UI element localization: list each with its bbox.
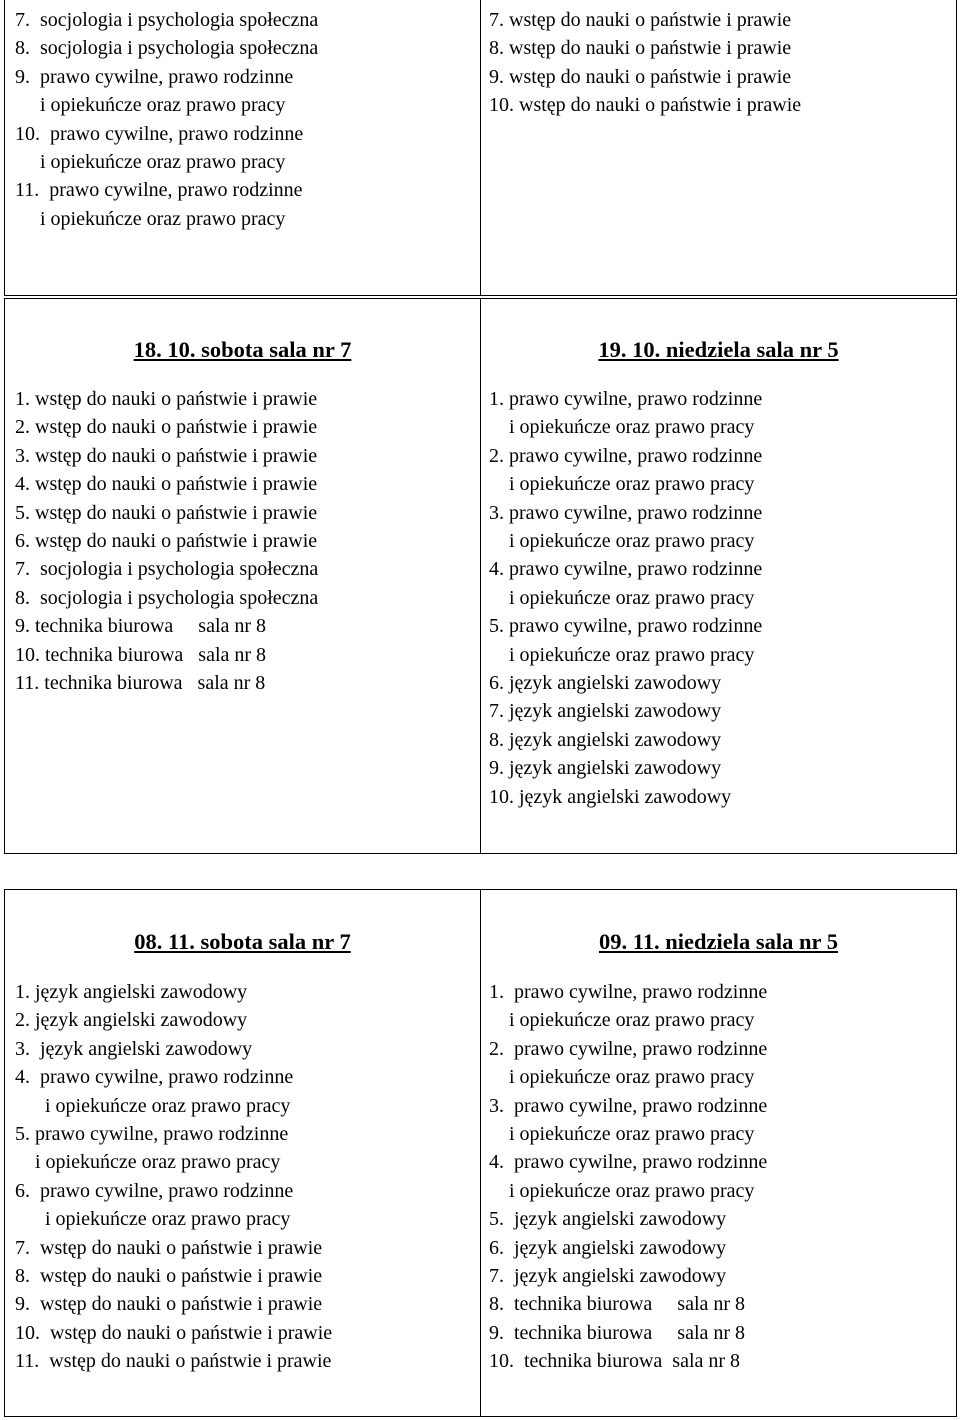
- lesson-line: 11. technika biurowa sala nr 8: [15, 672, 266, 695]
- lesson-line: 8. socjologia i psychologia społeczna: [15, 37, 319, 60]
- lesson-line: 10. prawo cywilne, prawo rodzinne: [15, 122, 304, 145]
- lesson-line: 10. wstęp do nauki o państwie i prawie: [489, 94, 802, 117]
- lesson-line: 9. język angielski zawodowy: [489, 757, 722, 780]
- lesson-line: 7. język angielski zawodowy: [489, 1265, 727, 1288]
- lesson-line: 4. prawo cywilne, prawo rodzinne: [489, 558, 763, 581]
- lesson-list: [481, 978, 956, 1376]
- day-heading: 19. 10. niedziela sala nr 5: [598, 337, 839, 362]
- lesson-line: 4. prawo cywilne, prawo rodzinne: [15, 1066, 294, 1089]
- lesson-list: [5, 6, 480, 233]
- lesson-line: 1. język angielski zawodowy: [15, 981, 248, 1003]
- lesson-line: i opiekuńcze oraz prawo pracy: [489, 1123, 755, 1146]
- lesson-line: i opiekuńcze oraz prawo pracy: [489, 416, 755, 439]
- schedule-row: [5, 890, 957, 1417]
- lesson-line: i opiekuńcze oraz prawo pracy: [15, 1094, 291, 1117]
- lesson-line: 10. wstęp do nauki o państwie i prawie: [15, 1321, 333, 1344]
- lesson-line: 7. socjologia i psychologia społeczna: [15, 558, 319, 581]
- lesson-line: 5. prawo cywilne, prawo rodzinne: [489, 615, 763, 638]
- lesson-line: 9. technika biurowa sala nr 8: [15, 615, 267, 638]
- lesson-line: 7. socjologia i psychologia społeczna: [15, 9, 319, 31]
- lesson-line: 7. wstęp do nauki o państwie i prawie: [15, 1236, 323, 1259]
- lesson-line: 9. wstęp do nauki o państwie i prawie: [489, 65, 792, 88]
- lesson-line: i opiekuńcze oraz prawo pracy: [489, 643, 755, 666]
- lesson-line: i opiekuńcze oraz prawo pracy: [489, 1066, 755, 1089]
- lesson-line: 4. wstęp do nauki o państwie i prawie: [15, 473, 318, 496]
- lesson-line: 3. prawo cywilne, prawo rodzinne: [489, 1094, 768, 1117]
- lesson-line: 8. wstęp do nauki o państwie i prawie: [489, 37, 792, 60]
- lesson-line: i opiekuńcze oraz prawo pracy: [15, 207, 286, 230]
- schedule-table-continued: [4, 0, 957, 296]
- lesson-line: i opiekuńcze oraz prawo pracy: [489, 530, 755, 553]
- schedule-table-week-2: [4, 889, 957, 1417]
- lesson-line: 1. wstęp do nauki o państwie i prawie: [15, 388, 318, 410]
- lesson-line: i opiekuńcze oraz prawo pracy: [15, 1151, 281, 1174]
- lesson-line: i opiekuńcze oraz prawo pracy: [15, 1208, 291, 1231]
- lesson-line: i opiekuńcze oraz prawo pracy: [15, 151, 286, 174]
- day-heading: 09. 11. niedziela sala nr 5: [599, 929, 838, 954]
- lesson-line: i opiekuńcze oraz prawo pracy: [489, 473, 755, 496]
- lesson-list: [5, 978, 480, 1376]
- schedule-cell-right: [481, 0, 957, 296]
- lesson-line: 8. socjologia i psychologia społeczna: [15, 586, 319, 609]
- lesson-line: 3. wstęp do nauki o państwie i prawie: [15, 444, 318, 467]
- lesson-line: i opiekuńcze oraz prawo pracy: [489, 1179, 755, 1202]
- lesson-line: 6. wstęp do nauki o państwie i prawie: [15, 530, 318, 553]
- lesson-line: 8. język angielski zawodowy: [489, 728, 722, 751]
- lesson-line: 3. prawo cywilne, prawo rodzinne: [489, 501, 763, 524]
- lesson-line: 2. język angielski zawodowy: [15, 1009, 248, 1032]
- lesson-line: 5. wstęp do nauki o państwie i prawie: [15, 501, 318, 524]
- lesson-line: 6. język angielski zawodowy: [489, 1236, 727, 1259]
- lesson-line: 2. wstęp do nauki o państwie i prawie: [15, 416, 318, 439]
- lesson-line: 1. prawo cywilne, prawo rodzinne: [489, 388, 763, 410]
- lesson-line: 5. prawo cywilne, prawo rodzinne: [15, 1123, 289, 1146]
- lesson-line: i opiekuńcze oraz prawo pracy: [15, 94, 286, 117]
- schedule-cell-sunday: [481, 299, 957, 854]
- lesson-list: [481, 385, 956, 811]
- lesson-line: 9. technika biurowa sala nr 8: [489, 1321, 746, 1344]
- schedule-row: [5, 0, 957, 296]
- lesson-line: 1. prawo cywilne, prawo rodzinne: [489, 981, 768, 1003]
- lesson-line: 6. język angielski zawodowy: [489, 672, 722, 695]
- schedule-cell-left: [5, 0, 481, 296]
- schedule-table-week-1: [4, 298, 957, 854]
- day-heading: 18. 10. sobota sala nr 7: [133, 337, 352, 362]
- lesson-line: i opiekuńcze oraz prawo pracy: [489, 1009, 755, 1032]
- lesson-line: 7. język angielski zawodowy: [489, 700, 722, 723]
- lesson-line: i opiekuńcze oraz prawo pracy: [489, 586, 755, 609]
- lesson-line: 8. technika biurowa sala nr 8: [489, 1293, 746, 1316]
- lesson-line: 11. prawo cywilne, prawo rodzinne: [15, 179, 303, 202]
- lesson-line: 9. prawo cywilne, prawo rodzinne: [15, 65, 294, 88]
- lesson-list: [5, 385, 480, 697]
- lesson-line: 10. technika biurowa sala nr 8: [489, 1350, 741, 1373]
- lesson-line: 5. język angielski zawodowy: [489, 1208, 727, 1231]
- lesson-line: 3. język angielski zawodowy: [15, 1037, 253, 1060]
- schedule-row: [5, 299, 957, 854]
- lesson-line: 8. wstęp do nauki o państwie i prawie: [15, 1265, 323, 1288]
- lesson-line: 10. technika biurowa sala nr 8: [15, 643, 267, 666]
- schedule-cell-saturday: [5, 299, 481, 854]
- lesson-line: 4. prawo cywilne, prawo rodzinne: [489, 1151, 768, 1174]
- lesson-line: 11. wstęp do nauki o państwie i prawie: [15, 1350, 332, 1373]
- schedule-cell-sunday: [481, 890, 957, 1417]
- schedule-cell-saturday: [5, 890, 481, 1417]
- lesson-line: 6. prawo cywilne, prawo rodzinne: [15, 1179, 294, 1202]
- lesson-list: [481, 6, 956, 120]
- lesson-line: 10. język angielski zawodowy: [489, 785, 732, 808]
- lesson-line: 2. prawo cywilne, prawo rodzinne: [489, 1037, 768, 1060]
- lesson-line: 2. prawo cywilne, prawo rodzinne: [489, 444, 763, 467]
- lesson-line: 9. wstęp do nauki o państwie i prawie: [15, 1293, 323, 1316]
- lesson-line: 7. wstęp do nauki o państwie i prawie: [489, 9, 792, 31]
- day-heading: 08. 11. sobota sala nr 7: [134, 929, 351, 954]
